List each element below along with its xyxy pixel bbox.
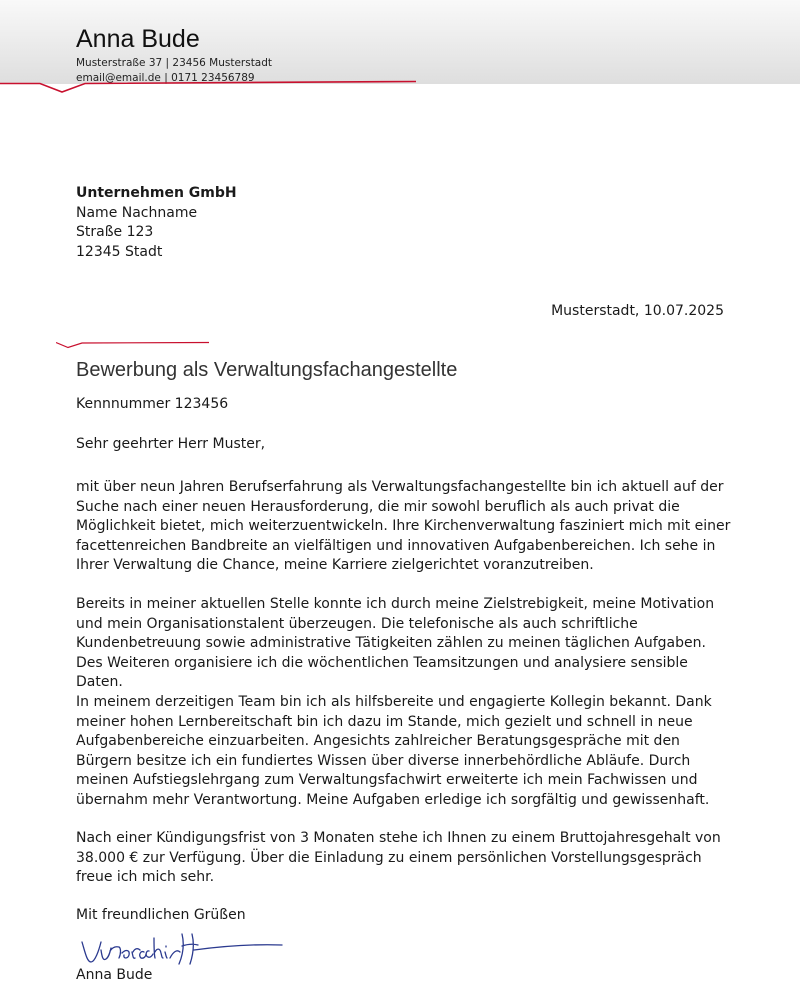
recipient-company: Unternehmen GmbH — [76, 185, 237, 201]
sender-name: Anna Bude — [76, 25, 200, 53]
letter-subject: Bewerbung als Verwaltungsfachangestellte — [76, 359, 458, 381]
body-paragraph-4: Nach einer Kündigungsfrist von 3 Monaten stehe ich Ihnen zu einem Bruttojahresgehalt von 38.000 € zur Verfügung. Über die Einladung zu einem persönlichen Vorstellungsgespräch freue ich mich sehr. — [76, 830, 721, 885]
signer-name: Anna Bude — [76, 967, 153, 983]
body-paragraph-3: In meinem derzeitigen Team bin ich als hilfsbereite und engagierte Kollegin bekannt. Dank meiner hohen Lernbereitschaft bin ich dazu im Stande, mich gezielt und schnell in neue Aufgabenbereiche einzuarbeiten. Angesichts zahlreicher Beratungsgespräche mit den Bürgern besitze ich ein fundiertes Wissen über diverse innerbehördliche Abläufe. Durch meinen Aufstiegslehrgang zum Verwaltungsfachwirt erweiterte ich mein Fachwissen und übernahm mehr Verantwortung. Meine Aufgaben erledige ich sorgfältig und gewissenhaft. — [76, 694, 712, 808]
recipient-city: 12345 Stadt — [76, 243, 163, 260]
sender-address: Musterstraße 37 | 23456 Musterstadt — [76, 57, 273, 69]
reference-number: Kennnummer 123456 — [76, 396, 229, 412]
subject-accent-line — [56, 340, 216, 350]
header-accent-line — [0, 76, 420, 96]
closing-phrase: Mit freundlichen Grüßen — [76, 907, 246, 923]
recipient-street: Straße 123 — [76, 224, 154, 240]
salutation: Sehr geehrter Herr Muster, — [76, 436, 266, 452]
body-paragraph-1: mit über neun Jahren Berufserfahrung als Verwaltungsfachangestellte bin ich aktuell auf der Suche nach einer neuen Herausforderung, die mir sowohl beruflich als auch privat die Möglichkeit bietet, mich weiterzuentwickeln. Ihre Kirchenverwaltung fasziniert mich mit einer facettenreichen Bandbreite an vielfältigen und innovativen Aufgabenbereichen. Ich sehe in Ihrer Verwaltung die Chance, meine Karriere zielgerichtet voranzutreiben. — [76, 479, 731, 573]
body-paragraph-2: Bereits in meiner aktuellen Stelle konnte ich durch meine Zielstrebigkeit, meine Motivation und mein Organisationstalent überzeugen. Die telefonische als auch schriftliche Kundenbetreuung sowie administrative Tätigkeiten zählen zu meinen täglichen Aufgaben. Des Weiteren organisiere ich die wöchentlichen Teamsitzungen und analysiere sensible Daten. — [76, 596, 715, 690]
sender-contact: email@email.de | 0171 23456789 — [76, 72, 255, 84]
letter-date: Musterstadt, 10.07.2025 — [551, 303, 724, 319]
recipient-person: Name Nachname — [76, 204, 198, 221]
recipient-address — [76, 184, 237, 262]
handwritten-signature — [74, 928, 289, 970]
